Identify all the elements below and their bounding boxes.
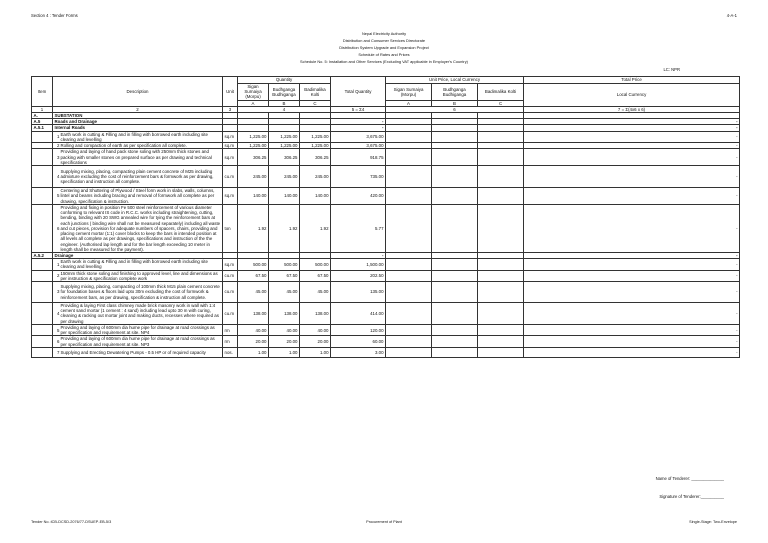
price-b — [432, 166, 478, 188]
qty-a: 140.00 — [238, 188, 269, 205]
item-description: Drainage — [53, 252, 223, 258]
qty-b: 1,225.00 — [269, 131, 300, 142]
header-qty-a: Sigan Surnaiya (Morpu) — [238, 84, 269, 101]
price-a — [386, 302, 432, 324]
item-description — [53, 281, 223, 302]
item-description — [53, 259, 223, 270]
item-description — [53, 143, 223, 149]
header-qty-b: Budhganga Budhiganga — [269, 84, 300, 101]
price-schedule-table — [31, 76, 740, 358]
table-row — [32, 259, 740, 270]
item-description-text: Providing & laying First class chimney made brick masonry work in wall with 1:4 cement sand mortar (1 cement : 4 sand) including lead upto 30 m with curing, cleaning & racking out mortar joint and making ducts, recesses where required as per drawing — [60, 303, 219, 324]
page-reference: 4-A-1 — [726, 13, 737, 18]
item-index: 2 — [57, 143, 60, 149]
total-price: - — [524, 205, 740, 253]
total-quantity: 202.50 — [331, 270, 386, 281]
header-price-label-b: B — [432, 100, 478, 106]
header-description: Description — [53, 77, 223, 107]
price-b — [432, 324, 478, 335]
directorate-name: Distribution and Consumer Services Directorate — [342, 38, 426, 43]
qty-c: 45.00 — [300, 281, 331, 302]
item-index: 4 — [57, 310, 60, 316]
item-description — [53, 347, 223, 357]
total-price: - — [524, 324, 740, 335]
table-row — [32, 131, 740, 142]
header-num-6: 6 — [386, 106, 524, 112]
item-code — [32, 336, 53, 347]
table-row — [32, 149, 740, 166]
item-description-text: 150mm thick stone soling and finishing to approved level, line and dimensions as per instruction & specification complete work — [60, 270, 218, 281]
qty-a: 40.00 — [238, 324, 269, 335]
total-quantity: 135.00 — [331, 281, 386, 302]
header-unit-price: Unit Price, Local Currency — [386, 77, 524, 84]
item-description-text: Centering and Shuttering of Plywood / Steel form work in slabs, walls, columns, lintel and beams including bracing and removal of formwork all complete as per drawing, specification & instruction. — [60, 188, 215, 204]
item-description — [53, 302, 223, 324]
price-c — [478, 149, 524, 166]
qty-c: 1,225.00 — [300, 131, 331, 142]
table-row — [32, 347, 740, 357]
price-c — [478, 259, 524, 270]
price-a — [386, 149, 432, 166]
item-code: A. — [32, 113, 53, 119]
price-c — [478, 205, 524, 253]
total-quantity: 735.00 — [331, 166, 386, 188]
item-description — [53, 188, 223, 205]
total-price: - — [524, 336, 740, 347]
project-name: Distribution System Upgrade and Expansion Project — [339, 45, 429, 50]
qty-a: 1.00 — [238, 347, 269, 357]
qty-b: 140.00 — [269, 188, 300, 205]
qty-c: 67.50 — [300, 270, 331, 281]
item-unit: cu.m — [223, 302, 238, 324]
item-code — [32, 302, 53, 324]
price-c — [478, 324, 524, 335]
qty-b: 245.00 — [269, 166, 300, 188]
qty-c: 1,225.00 — [300, 143, 331, 149]
item-description — [53, 205, 223, 253]
price-c — [478, 336, 524, 347]
header-qty-c: Badimalika Kolti — [300, 84, 331, 101]
header-price-c: Badimalika Kolti — [478, 84, 524, 101]
item-unit: cu.m — [223, 166, 238, 188]
qty-c: 140.00 — [300, 188, 331, 205]
header-total-quantity: Total Quantity — [331, 77, 386, 107]
item-code — [32, 188, 53, 205]
footer-procurement: Procurement of Plant — [366, 520, 402, 524]
table-row — [32, 205, 740, 253]
table-row — [32, 270, 740, 281]
total-quantity: - — [331, 119, 386, 125]
table-row — [32, 188, 740, 205]
item-index: 1 — [57, 134, 60, 140]
price-c — [478, 166, 524, 188]
item-index: 5 — [57, 193, 60, 199]
qty-c: 245.00 — [300, 166, 331, 188]
qty-c: 40.00 — [300, 324, 331, 335]
qty-c: 20.00 — [300, 336, 331, 347]
header-num-4: 4 — [238, 106, 331, 112]
item-description: Internal Roads — [53, 125, 223, 131]
price-a — [386, 259, 432, 270]
qty-b: 306.25 — [269, 149, 300, 166]
price-b — [432, 270, 478, 281]
item-description — [53, 166, 223, 188]
price-a — [386, 205, 432, 253]
item-description — [53, 149, 223, 166]
total-price: - — [524, 347, 740, 357]
price-b — [432, 281, 478, 302]
qty-c: 306.25 — [300, 149, 331, 166]
total-price: - — [524, 188, 740, 205]
qty-c: 500.00 — [300, 259, 331, 270]
item-code — [32, 347, 53, 357]
total-quantity: 918.75 — [331, 149, 386, 166]
header-price-b: Budhganga Budhiganga — [432, 84, 478, 101]
header-local-currency: Local Currency — [524, 84, 740, 107]
item-unit: sq.m — [223, 259, 238, 270]
total-quantity: 60.00 — [331, 336, 386, 347]
header-num-3: 3 — [223, 106, 238, 112]
item-unit: sq.m — [223, 131, 238, 142]
table-body — [32, 113, 740, 358]
total-quantity: 3,675.00 — [331, 131, 386, 142]
item-description-text: Earth work in cutting & Filling and in filling with borrowed earth including site clearing and levelling — [60, 259, 208, 270]
qty-b: 20.00 — [269, 336, 300, 347]
total-quantity: - — [331, 252, 386, 258]
item-index: 7 — [57, 349, 60, 355]
item-description-text: Supplying mixing, placing, compacting of 100mm thick M15 plain cement concrete for foundation bases & floors laid upto 30m excluding the cost of formwork & reinforcement bars, as per drawing, specification & instruction all complete. — [60, 284, 220, 300]
header-quantity: Quantity — [238, 77, 331, 84]
header-price-label-c: C — [478, 100, 524, 106]
qty-a: 45.00 — [238, 281, 269, 302]
price-c — [478, 347, 524, 357]
item-index: 1 — [57, 261, 60, 267]
item-description-text: Providing and laying of hand pack stone soling with 250mm thick stones and packing with smaller stones on prepared surface as per drawing and technical specifications — [60, 149, 212, 165]
schedule-title: Schedule of Rates and Prices — [358, 52, 410, 57]
total-price: - — [524, 131, 740, 142]
item-unit: nos. — [223, 347, 238, 357]
price-a — [386, 188, 432, 205]
item-code — [32, 166, 53, 188]
qty-b: 138.00 — [269, 302, 300, 324]
tenderer-name-label: Name of Tenderer: ______________ — [655, 476, 724, 481]
item-index: 3 — [57, 289, 60, 295]
total-quantity: 420.00 — [331, 188, 386, 205]
price-b — [432, 347, 478, 357]
total-quantity: 3.00 — [331, 347, 386, 357]
price-b — [432, 336, 478, 347]
price-a — [386, 166, 432, 188]
price-a — [386, 324, 432, 335]
total-price: - — [524, 252, 740, 258]
item-code — [32, 324, 53, 335]
item-index: 4 — [57, 173, 60, 179]
qty-a: 1,225.00 — [238, 143, 269, 149]
item-unit: sq.m — [223, 143, 238, 149]
item-description — [53, 324, 223, 335]
total-price: - — [524, 259, 740, 270]
qty-b: 1.00 — [269, 347, 300, 357]
item-description: Roads and Drainage — [53, 119, 223, 125]
item-description — [53, 131, 223, 142]
qty-a: 306.25 — [238, 149, 269, 166]
price-b — [432, 149, 478, 166]
item-description-text: Providing and laying of 600mm dia hume pipe for drainage at road crossings as per specification and requirement at site. NP3 — [60, 336, 215, 347]
qty-b: 40.00 — [269, 324, 300, 335]
table-row — [32, 166, 740, 188]
item-description-text: Earth work in cutting & Filling and in filling with borrowed earth including site clearing and levelling — [60, 131, 208, 142]
item-description — [53, 336, 223, 347]
tenderer-signature-label: Signature of Tenderer:__________ — [659, 494, 724, 499]
total-price: - — [524, 149, 740, 166]
item-unit: ton — [223, 205, 238, 253]
qty-b: 67.50 — [269, 270, 300, 281]
item-description-text: Providing and fixing in position Fe 500 steel reinforcement of various diameter conforming to relevant IS code in R.C.C. works including straightening, cutting, bending, binding with 20 SWG annealed wire for tying the reinforcement bars at each junctions ( binding wire shall not be measured separately) including all waste and cut pieces, provision for adequate numbers of spacers, chairs, providing and placing cement mortar (1:1) cover blocks to keep the bars in intended position at all levels all complete as per drawings, specifications and instruction of the the engineer. (Authorised lap length and for the bar length exceeding 10 meter in length shall be measured for the payment). — [60, 205, 221, 252]
item-index: 3 — [57, 154, 60, 160]
price-c — [478, 270, 524, 281]
item-code — [32, 131, 53, 142]
total-quantity: 120.00 — [331, 324, 386, 335]
table-row — [32, 324, 740, 335]
footer-stage: Single-Stage: Two-Envelope — [689, 520, 737, 524]
price-b — [432, 302, 478, 324]
item-unit: cu.m — [223, 270, 238, 281]
price-c — [478, 281, 524, 302]
total-quantity: 414.00 — [331, 302, 386, 324]
header-unit: Unit — [223, 77, 238, 107]
qty-b: 1,225.00 — [269, 143, 300, 149]
price-b — [432, 259, 478, 270]
item-description-text: Rolling and compaction of earth as per specification all complete. — [60, 143, 187, 149]
header-num-2: 2 — [53, 106, 223, 112]
total-price: - — [524, 119, 740, 125]
footer-tender-number: Tender No.:ICB-DCSD-2076/77-DSUEP-EB-5/3 — [31, 520, 112, 524]
qty-a: 1.92 — [238, 205, 269, 253]
table-row — [32, 336, 740, 347]
header-price-label-a: A — [386, 100, 432, 106]
item-description-text: Providing and laying of 600mm dia hume pipe for drainage at road crossings as per specification and requirement at site. NP4 — [60, 324, 215, 336]
item-code — [32, 205, 53, 253]
currency-note: LC: NPR — [663, 67, 680, 72]
item-code: A.5.2 — [32, 252, 53, 258]
item-code — [32, 149, 53, 166]
price-a — [386, 131, 432, 142]
qty-a: 20.00 — [238, 336, 269, 347]
qty-a: 138.00 — [238, 302, 269, 324]
item-description: SUBSTATION — [53, 113, 223, 119]
total-price: - — [524, 125, 740, 131]
price-a — [386, 281, 432, 302]
table-row — [32, 281, 740, 302]
price-c — [478, 131, 524, 142]
total-quantity: 5.77 — [331, 205, 386, 253]
item-code — [32, 259, 53, 270]
total-quantity: 3,675.00 — [331, 143, 386, 149]
header-num-7: 7 = Σ(4x6 x 6) — [524, 106, 740, 112]
item-code: A.5 — [32, 119, 53, 125]
qty-b: 1.92 — [269, 205, 300, 253]
item-unit: sq.m — [223, 188, 238, 205]
item-code — [32, 281, 53, 302]
header-num-5: 5 = Σ4 — [331, 106, 386, 112]
item-description-text: Supplying and Erecting Dewatering Pumps - 0.5 HP or of required capacity — [60, 349, 206, 355]
qty-c: 1.00 — [300, 347, 331, 357]
header-price-a: Sigan Surnaiya (Morpu) — [386, 84, 432, 101]
header-num-1: 1 — [32, 106, 53, 112]
item-unit: sq.m — [223, 149, 238, 166]
price-c — [478, 302, 524, 324]
table-header — [32, 77, 740, 113]
schedule-number: Schedule No. 5: Installation and Other Services (Excluding VAT applicable in Employer's Country) — [300, 59, 468, 64]
item-code: A.5.1 — [32, 125, 53, 131]
item-code — [32, 270, 53, 281]
price-b — [432, 188, 478, 205]
qty-b: 500.00 — [269, 259, 300, 270]
total-price: - — [524, 281, 740, 302]
item-unit: rm — [223, 324, 238, 335]
total-price: - — [524, 302, 740, 324]
header-label-c: C — [300, 100, 331, 106]
item-index: 6 — [57, 225, 60, 231]
item-description-text: Supplying mixing, placing, compacting plain cement concrete of M25 including admixture excluding the cost of reinforcement bars & formwork as per drawing, specification and instruction all complete. — [60, 168, 214, 185]
item-description — [53, 270, 223, 281]
price-a — [386, 347, 432, 357]
price-a — [386, 336, 432, 347]
price-b — [432, 205, 478, 253]
price-b — [432, 131, 478, 142]
authority-name: Nepal Electricity Authority — [361, 31, 407, 36]
table-row — [32, 302, 740, 324]
header-total-price: Total Price — [524, 77, 740, 84]
item-unit: rm — [223, 336, 238, 347]
section-label: Section 4 : Tender Forms — [31, 13, 78, 18]
qty-b: 45.00 — [269, 281, 300, 302]
qty-c: 138.00 — [300, 302, 331, 324]
total-quantity: 1,500.00 — [331, 259, 386, 270]
total-price: - — [524, 270, 740, 281]
item-index: 5 — [57, 327, 60, 333]
item-index: 6 — [57, 338, 60, 344]
qty-a: 500.00 — [238, 259, 269, 270]
header-label-b: B — [269, 100, 300, 106]
qty-a: 67.50 — [238, 270, 269, 281]
qty-a: 245.00 — [238, 166, 269, 188]
header-item: Item — [32, 77, 53, 107]
price-a — [386, 270, 432, 281]
item-index: 2 — [57, 273, 60, 279]
total-quantity: - — [331, 125, 386, 131]
qty-a: 1,225.00 — [238, 131, 269, 142]
total-price: - — [524, 143, 740, 149]
price-c — [478, 188, 524, 205]
header-label-a: A — [238, 100, 269, 106]
item-unit: cu.m — [223, 281, 238, 302]
qty-c: 1.92 — [300, 205, 331, 253]
total-price: - — [524, 166, 740, 188]
